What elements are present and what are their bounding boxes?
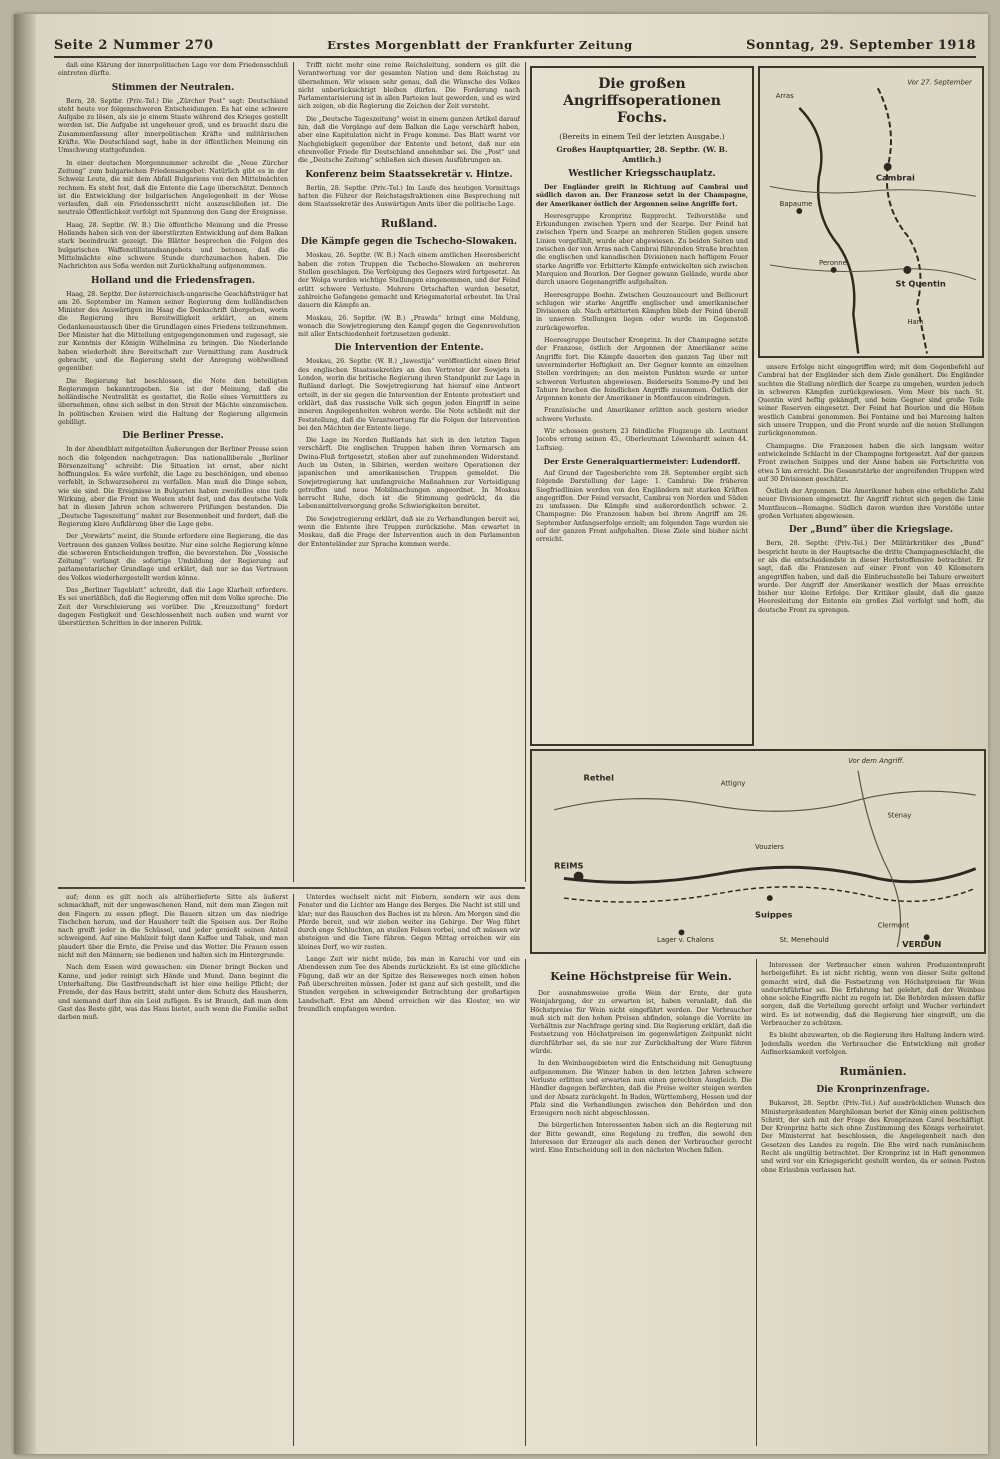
- col1-heading-holland: Holland und die Friedensfragen.: [90, 275, 256, 286]
- column-1: [58, 62, 288, 882]
- wein-para: Der ausnahmsweise große Wein der Ernte, der gute Weinjahrgang, der zu erwarten ist, haben veranlaßt, daß die Höchstpreise für Wein nicht eingeführt werden. Der Verbraucher muß sich mit den hohen Preisen abfinden, solange die Vorräte im Verhältnis zur Nachfrage gering sind. Die Regierung erklärt, daß die Festsetzung von Höchstpreisen im gegenwärtigen Zeitpunkt nicht durchführbar sei, da sie nur zur Zurückhaltung der Ware führen würde.: [530, 990, 752, 1056]
- foch-para: Französische und Amerikaner erlitten auch gestern wieder schwere Verluste.: [536, 407, 748, 423]
- page-header: [54, 34, 976, 58]
- feuilleton-para: auf; denn es gilt noch als altüberlieferte Sitte als äußerst schmackhaft, mit der ungewaschenen Hand, mit dem man Ziegen mit den Fingern zu essen pflegt. Die Bauern sitzen um das niedrige Tischchen herum, und der Hausherr teilt die Speisen aus. Der Reihe nach greift jeder in die Schüssel, und jeder genießt seinen Anteil schweigend. Auf eine Mahlzeit folgt dann Kaffee und Tabak, und man plaudert über die Ernte, die Preise und das Wetter. Die Frauen essen nicht mit den Männern; sie bedienen und halten sich im Hintergrunde.: [58, 894, 288, 960]
- rumaenien-heading: Rumänien.: [839, 1065, 907, 1079]
- col4-para: Bern, 28. Septbr. (Priv.-Tel.) Der Militärkritiker des „Bund“ bespricht heute in der Hauptsache die dritte Champagneschlacht, die er als die entscheidendste in dieser Herbstoffensive betrachtet. Er sagt, daß die Franzosen auf einer Front von 40 Kilometern angegriffen haben, und daß die Einbruchsstelle bei Tahure erweitert wurde. Der Angriff der Amerikaner westlich der Maas erreichte bisher nur kleine Erfolge. Der Kritiker glaubt, daß die ganze Heeresleitung der Entente ein großes Ziel verfolgt und hofft, die deutsche Front zu sprengen.: [758, 540, 984, 614]
- col1-para: Haag, 28. Septbr. Der österreichisch-ungarische Geschäftsträger hat am 26. September im Namen seiner Regierung dem holländischen Minister des Auswärtigen im Haag die Denkschrift übergeben, worin die Regierung ihre Bereitwilligkeit erklärt, an einem Gedankenaustausch über die Grundlagen eines Friedens teilzunehmen. Der Minister hat die Mitteilung entgegengenommen und zugesagt, sie zur Kenntnis der Königin Wilhelmina zu bringen. Die Niederlande haben wiederholt ihre Bereitschaft zur Vermittlung zum Ausdruck gebracht, und die Regierung steht der Anregung wohlwollend gegenüber.: [58, 290, 288, 373]
- map-label-bapaume: Bapaume: [779, 200, 813, 209]
- foch-para: Der Engländer greift in Richtung auf Cambrai und südlich davon an. Der Franzose setzt in der Champagne, der Amerikaner östlich der Argonnen seine Angriffe fort.: [536, 184, 748, 208]
- map-label-ham: Ham: [907, 317, 924, 326]
- col1-para: Bern, 28. Septbr. (Priv.-Tel.) Die „Zürcher Post“ sagt: Deutschland steht heute vor folgenschweren Entscheidungen. Es hat eine schwere Aufgabe zu lösen, als sie je einem Staate während des Krieges gestellt worden ist. Die Aufgabe ist ungeheuer groß, und es braucht dazu die Zusammenfassung aller innerpolitischen Kräfte und militärischen Kräfte. Wie Deutschland sagt, habe in der öffentlichen Meinung ein Umschwung stattgefunden.: [58, 97, 288, 155]
- col1-para: Das „Berliner Tageblatt“ schreibt, daß die Lage Klarheit erfordere. Es sei unerläßlich, daß die Regierung offen mit dem Volke spreche. Die Zeit der Verschleierung sei vorüber. Die „Kreuzzeitung“ fordert dagegen Festigkeit und Geschlossenheit nach außen und warnt vor überstürzten Schritten in der inneren Politik.: [58, 587, 288, 628]
- map-label-cambrai: Cambrai: [875, 172, 915, 183]
- col4-para: Östlich der Argonnen. Die Amerikaner haben eine erhebliche Zahl neuer Divisionen eingesetzt. Ihr Angriff richtet sich gegen die Linie Montfaucon—Romagne. Südlich davon wurden ihre Vorstöße unter großen Verlusten abgewiesen.: [758, 488, 984, 521]
- map-champagne: [530, 749, 986, 954]
- feuilleton-para: Lange Zeit wir nicht müde, bis man in Karachi vor und ein Abendessen zum Tee des Abends zurückzieht. Es ist eine glückliche Fügung, daß wir an der Spitze des Reiseweges noch einen hohen Paß überschreiten müssen. Jeder ist ganz auf sich gestellt, und die Stunden vergehen in schweigender Betrachtung der großartigen Landschaft. Erst am Abend erreichen wir das Kloster, wo wir freundlich empfangen werden.: [298, 956, 520, 1013]
- col1-heading-neutralen: Stimmen der Neutralen.: [111, 82, 235, 93]
- wein-column: [530, 962, 752, 1446]
- col2-para: Die Sowjetregierung erklärt, daß sie zu Verhandlungen bereit sei, wenn die Entente ihre Truppen zurückziehe. Man erwartet in Moskau, daß die Frage der Intervention auch in den Parlamenten der Ententeländer zur Sprache kommen werde.: [298, 515, 520, 548]
- foch-headline: Die großen Angriffsoperationen Fochs.: [563, 76, 721, 126]
- map-label-suippes: Suippes: [755, 909, 793, 920]
- map-label-arras: Arras: [775, 92, 794, 101]
- col1-para: In einer deutschen Morgennummer schreibt die „Neue Zürcher Zeitung“ zum bulgarischen Friedensangebot: Natürlich gibt es in der Schweiz Leute, die mit dem Abfall Bulgariens von den Mittelmächten rechnen. Es steht fest, daß die Entente die Lage überschätzt. Dennoch ist die Entwicklung der bulgarischen Angelegenheit in der Weise verlaufen, daß ein Friedensschritt nicht auszuschließen ist. Die neutrale Öffentlichkeit verfolgt mit Spannung den Gang der Ereignisse.: [58, 159, 288, 217]
- column-rule: [293, 62, 294, 882]
- col4-heading-bund: Der „Bund“ über die Kriegslage.: [788, 525, 954, 536]
- map-label-reims: REIMS: [554, 860, 584, 871]
- map-label-chalons: Lager v. Chalons: [657, 936, 714, 945]
- foch-subline: (Bereits in einem Teil der letzten Ausgabe.): [559, 132, 725, 141]
- col2-para: Trifft nicht mehr eine reine Reichsleitung, sondern es gilt die Verantwortung vor der gesamten Nation und dem Reichstag zu übernehmen. Wir wissen sehr genau, daß die Wünsche des Volkes nicht unberücksichtigt bleiben dürfen. Die Forderung nach Parlamentarisierung ist in allen Parteien laut geworden, und es wird sich zeigen, ob die Regierung die Zeichen der Zeit versteht.: [298, 62, 520, 111]
- col1-para: Die Regierung hat beschlossen, die Note den beteiligten Regierungen bekanntzugeben. Sie ist der Meinung, daß die holländische Neutralität es gestattet, die Rolle eines Vermittlers zu übernehmen, ohne sich selbst in den Streit der Mächte einzumischen. In politischen Kreisen wird die Haltung der Regierung allgemein gebilligt.: [58, 377, 288, 426]
- foch-para: Auf Grund der Tagesberichte vom 28. September ergibt sich folgende Darstellung der Lage: 1. Cambrai: Die früheren Siegfriedlinien werden von den Engländern mit starken Kräften angegriffen. Der Feind versucht, Cambrai von Norden und Süden zu umfassen. Die Kämpfe sind außerordentlich schwer. 2. Champagne: Die Franzosen haben bei ihrem Angriff am 26. September Anfangserfolge erzielt; am folgenden Tage wurden sie auf der ganzen Front aufgehalten. Diese Ziele sind bisher nicht erreicht.: [536, 469, 748, 544]
- bound-edge: [14, 14, 36, 1454]
- col4-para: Champagne. Die Franzosen haben die sich langsam weiter entwickelnde Schlacht in der Champagne fortgesetzt. Auf der ganzen Front zwischen Suippes und der Aisne haben sie Fortschritte von etwa 5 km erreicht. Die Gesamtstärke der angreifenden Truppen wird auf 30 Divisionen geschätzt.: [758, 442, 984, 483]
- header-date: Sonntag, 29. September 1918: [746, 37, 976, 53]
- foch-para: Wir schossen gestern 23 feindliche Flugzeuge ab. Leutnant Jacobs errang seinen 45., Oberleutnant Löwenhardt seinen 44. Luftsieg.: [536, 428, 748, 452]
- column-3: [536, 70, 748, 742]
- col1-para: In der Abendblatt mitgeteilten Äußerungen der Berliner Presse seien noch die folgenden nachgetragen: Das nationalliberale „Berliner Börsenzeitung“ schreibt: Die Situation ist ernst, aber nicht hoffnungslos. Es wäre verfehlt, die Lage zu beschönigen, und ebenso verfehlt, in Schwarzseherei zu verfallen. Man muß die Dinge sehen, wie sie sind. Die Ereignisse in Bulgarien haben zweifellos eine tiefe Wirkung, aber die Front im Westen steht fest, und das deutsche Volk hat in diesen Jahren schon schwerere Prüfungen bestanden. Die „Deutsche Tageszeitung“ mahnt zur Besonnenheit und fordert, daß die Regierung klare Aufklärung über die Lage gebe.: [58, 446, 288, 528]
- map-label-vouziers: Vouziers: [755, 843, 784, 852]
- foch-theater: Westlicher Kriegsschauplatz.: [568, 169, 716, 179]
- col2-heading-russland: Rußland.: [380, 217, 438, 231]
- foch-para: Heeresgruppe Deutscher Kronprinz. In der Champagne setzte der Franzose, östlich der Argonnen der Amerikaner seine Angriffe fort. Die Kämpfe dauerten den ganzen Tag über mit unverminderter Heftigkeit an. Der Gegner konnte an einzelnen Stellen vordringen; an den meisten Punkten wurde er unter schweren Verlusten abgewiesen. Beiderseits Somme-Py und bei Tahure brachen die feindlichen Angriffe zusammen. Östlich der Argonnen konnte der Amerikaner in Montfaucon eindringen.: [536, 337, 748, 403]
- col4b-para: Interessen der Verbraucher einen wahren Produzentenprofit herbeigeführt. Es ist nicht richtig, wenn von dieser Seite geltend gemacht wird, daß die Festsetzung von Höchstpreisen für Wein undurchführbar sei. Die Erfahrung hat gelehrt, daß der Weinbau ohne solche Eingriffe nicht zu regeln ist. Die Behörden müssen dafür sorgen, daß die Verteilung gerecht erfolgt und Wucher verhindert wird. Es ist notwendig, daß die Regierung hier eingreift, um die Verbraucher zu schützen.: [761, 962, 985, 1028]
- map-champagne-svg: [532, 751, 984, 952]
- map-cambrai: [758, 66, 984, 358]
- feuilleton-column-1: [58, 894, 288, 1446]
- col2-para: Moskau, 26. Septbr. (W. B.) „Prawda“ bringt eine Meldung, wonach die Sowjetregierung den Kampf gegen die Gegenrevolution mit aller Entschiedenheit fortzusetzen gedenkt.: [298, 314, 520, 339]
- map-cambrai-svg: [760, 68, 982, 356]
- feuilleton-para: Unterdes wechselt nicht mit Fiebern, sondern wir aus dem Fenster und die Lichter am Hange des Berges. Die Nacht ist still und klar; nur das Rauschen des Baches ist zu hören. Am Morgen sind die Pferde bereit, und wir ziehen weiter ins Gebirge. Der Weg führt durch enge Schluchten, an steilen Felsen vorbei, und oft müssen wir absteigen und die Tiere führen. Gegen Mittag erreichen wir ein kleines Dorf, wo wir rasten.: [298, 894, 520, 951]
- col2-heading-intervention: Die Intervention der Entente.: [334, 343, 484, 354]
- col1-para: Der „Vorwärts“ meint, die Stunde erfordere eine Regierung, die das Vertrauen des ganzen Volkes besitze. Nur eine solche Regierung könne die schweren Entscheidungen treffen, die bevorstehen. Die „Vossische Zeitung“ verlangt die sofortige Umbildung der Regierung auf parlamentarischer Grundlage und erklärt, daß nur so das Vertrauen des Volkes wiederhergestellt werden könne.: [58, 533, 288, 582]
- col2-para: Die „Deutsche Tageszeitung“ weist in einem ganzen Artikel darauf hin, daß die Vorgänge auf dem Balkan die Lage verschärft haben, aber eine Kapitulation nicht in Frage komme. Das Blatt warnt vor Nachgiebigkeit gegenüber der Entente und betont, daß nur ein ehrenvoller Friede für Deutschland annehmbar sei. Die „Post“ und die „Deutsche Zeitung“ schließen sich diesen Ausführungen an.: [298, 115, 520, 165]
- newspaper-page: [14, 14, 988, 1454]
- map-label-stquentin: St Quentin: [895, 278, 946, 289]
- header-masthead: Erstes Morgenblatt der Frankfurter Zeitung: [327, 38, 633, 52]
- column-rule: [293, 894, 294, 1446]
- col4b-para: Es bleibt abzuwarten, ob die Regierung ihre Haltung ändern wird. Jedenfalls werden die Verbraucher die Entwicklung mit großer Aufmerksamkeit verfolgen.: [761, 1032, 985, 1056]
- column-4-bottom: [761, 962, 985, 1446]
- map-cambrai-legend-text: Vor 27. September: [907, 78, 972, 87]
- column-rule: [756, 959, 757, 1446]
- map-label-verdun: VERDUN: [902, 939, 942, 950]
- col4b-para: Bukarest, 28. Septbr. (Priv.-Tel.) Auf ausdrücklichen Wunsch des Ministerpräsidenten Marghiloman beriet der König einen politischen Schritt, der sich mit der Frage des Kronprinzen Carol beschäftigt. Der Kronprinz hatte sich ohne Zustimmung des Königs verheiratet. Der Ministerrat hat beschlossen, die Angelegenheit nach den Gesetzen des Landes zu regeln. Die Ehe wird nach rumänischem Recht als ungültig betrachtet. Der Kronprinz ist in Haft genommen und wird vor ein Kriegsgericht gestellt werden, da er seinen Posten ohne Erlaubnis verlassen hat.: [761, 1100, 985, 1174]
- map-label-rethel: Rethel: [583, 772, 614, 783]
- feuilleton-column-2: [298, 894, 520, 1446]
- wein-heading: Keine Höchstpreise für Wein.: [550, 970, 732, 983]
- column-2: [298, 62, 520, 882]
- header-page-number: Seite 2 Nummer 270: [54, 37, 214, 53]
- section-rule: [58, 887, 525, 889]
- map-label-attigny: Attigny: [720, 779, 746, 788]
- foch-para: Heeresgruppe Kronprinz Rupprecht. Teilvorstöße und Erkundungen zwischen Ypern und der Scarpe. Der Feind hat zwischen Ypern und Scarpe an mehreren Stellen gegen unsere Linien vorgefühlt, wurde aber abgewiesen. Zu beiden Seiten und zwischen der von Arras nach Cambrai führenden Straße brachten die englischen und kanadischen Divisionen nach heftigem Feuer starke Angriffe vor. Erbitterte Kämpfe entwickelten sich zwischen Marquion und Bourlon. Der Gegner gewann Gelände, wurde aber durch unsere Gegenangriffe aufgehalten.: [536, 212, 748, 287]
- map-label-stmenehould: St. Menehould: [779, 936, 829, 945]
- foch-signature: Der Erste Generalquartiermeister: Ludendorff.: [543, 456, 741, 466]
- col4-para: unsere Erfolge nicht eingegriffen wird; mit dem Gegenbefehl auf Cambrai hat der Engländer sich dem Ziele genähert. Die Engländer suchten die Stellung nördlich der Scarpe zu umgehen, wurden jedoch in schweren Kämpfen zurückgewiesen. Vom Meer bis nach St. Quentin wird heftig gekämpft, und beim Gegner sind große Teile seiner Reserven eingesetzt. Der Feind hat Bourlon und die Höhen westlich Cambrai genommen. Bei Fontaine und bei Marcoing halten sich unsere Truppen, und die Front wurde auf die neuen Stellungen zurückgenommen.: [758, 364, 984, 438]
- feuilleton-para: Nach dem Essen wird gewaschen: ein Diener bringt Becken und Kanne, und jeder reinigt sich Hände und Mund. Dann beginnt die Unterhaltung. Die Gastfreundschaft ist hier eine heilige Pflicht; der Fremde, der das Haus betritt, steht unter dem Schutz des Hausherrn, und niemand darf ihm ein Leid zufügen. Es ist Brauch, daß man dem Gast das Beste gibt, was das Haus bietet, auch wenn die Familie selbst darben muß.: [58, 964, 288, 1022]
- column-rule: [525, 959, 526, 1446]
- col1-heading-presse: Die Berliner Presse.: [122, 431, 224, 442]
- col2-heading-kaempfe: Die Kämpfe gegen die Tschecho-Slowaken.: [300, 237, 518, 248]
- map-label-stenay: Stenay: [887, 811, 912, 820]
- col2-para: Moskau, 26. Septbr. (W. B.) Nach einem amtlichen Heeresbericht haben die roten Truppen die Tschecho-Slowaken an mehreren Stellen geschlagen. Die Verfolgung des Gegners wird fortgesetzt. An der Wolga wurden wichtige Stellungen eingenommen, und der Feind erlitt schwere Verluste. Mehrere Ortschaften wurden besetzt, zahlreiche Gefangene gemacht und Kriegsmaterial erbeutet. Im Ural dauern die Kämpfe an.: [298, 252, 520, 310]
- foch-para: Heeresgruppe Boehn. Zwischen Gouzeaucourt und Bellicourt schlugen wir starke Angriffe englischer und amerikanischer Divisionen ab. Nach erbitterten Kämpfen blieb der Feind überall in unseren Stellungen liegen oder wurde im Gegenstoß zurückgeworfen.: [536, 291, 748, 332]
- col2-heading-konferenz: Konferenz beim Staatssekretär v. Hintze.: [305, 169, 513, 180]
- foch-dateline: Großes Hauptquartier, 28. Septbr. (W. B. Amtlich.): [556, 145, 728, 164]
- col2-para: Moskau, 26. Septbr. (W. B.) „Iswestija“ veröffentlicht einen Brief des englischen Staatssekretärs an den Vertreter der Sowjets in London, worin die britische Regierung ihren Standpunkt zur Lage in Rußland darlegt. Die Sowjetregierung hat hierauf eine Antwort erteilt, in der sie gegen die Intervention der Entente protestiert und erklärt, daß das russische Volk sich gegen jeden Eingriff in seine inneren Angelegenheiten wehren werde. Die Note schließt mit der Feststellung, daß die Verantwortung für die Folgen der Intervention bei den Mächten der Entente liege.: [298, 358, 520, 432]
- col2-para: Berlin, 28. Septbr. (Priv.-Tel.) Im Laufe des heutigen Vormittags hatten die Führer der Reichstagsfraktionen eine Besprechung mit dem Staatssekretär des Auswärtigen Amts über die politische Lage.: [298, 184, 520, 209]
- col1-intro: daß eine Klärung der innerpolitischen Lage vor dem Friedensschluß eintreten dürfte.: [58, 62, 288, 78]
- map-champagne-legend-text: Vor dem Angriff.: [848, 756, 905, 765]
- wein-para: Die bürgerlichen Interessenten haben sich an die Regierung mit der Bitte gewandt, eine Regelung zu treffen, die sowohl den Interessen der Erzeuger als auch denen der Verbraucher gerecht wird. Eine Entscheidung soll in den nächsten Wochen fallen.: [530, 1122, 752, 1155]
- column-rule: [525, 62, 526, 882]
- map-label-clermont: Clermont: [877, 921, 910, 930]
- col2-para: Die Lage im Norden Rußlands hat sich in den letzten Tagen verschärft. Die englischen Truppen haben ihren Vormarsch am Dwina-Fluß fortgesetzt, stoßen aber auf zunehmenden Widerstand. Auch im Osten, in Sibirien, werden weitere Operationen der japanischen und amerikanischen Truppen gemeldet. Die Sowjetregierung hat umfangreiche Maßnahmen zur Verteidigung getroffen und neue Mobilmachungen angeordnet. In Moskau herrscht Ruhe, doch ist die Stimmung gedrückt, da die Lebensmittelversorgung große Schwierigkeiten bereitet.: [298, 437, 520, 511]
- map-label-peronne: Peronne: [818, 259, 847, 268]
- column-4: [758, 364, 984, 694]
- wein-para: In den Weinbaugebieten wird die Entscheidung mit Genugtuung aufgenommen. Die Winzer haben in den letzten Jahren schwere Verluste erlitten und erwarten nun einen gerechten Ausgleich. Die Händler dagegen befürchten, daß die Preise weiter steigen werden und der Absatz zurückgeht. In Baden, Württemberg, Hessen und der Pfalz sind die Verhandlungen zwischen den Behörden und den Erzeugern noch nicht abgeschlossen.: [530, 1060, 752, 1118]
- kronprinzenfrage-heading: Die Kronprinzenfrage.: [816, 1085, 930, 1096]
- col1-para: Haag, 28. Septbr. (W. B.) Die öffentliche Meinung und die Presse Hollands haben sich von der überstürzten Entwicklung auf dem Balkan stark beeindruckt gezeigt. Die Blätter besprechen die Folgen des bulgarischen Waffenstillstandsangebots und betonen, daß die Mittelmächte eine schwere Stunde durchzumachen haben. Die Nachrichten aus Sofia werden mit Zurückhaltung aufgenommen.: [58, 221, 288, 271]
